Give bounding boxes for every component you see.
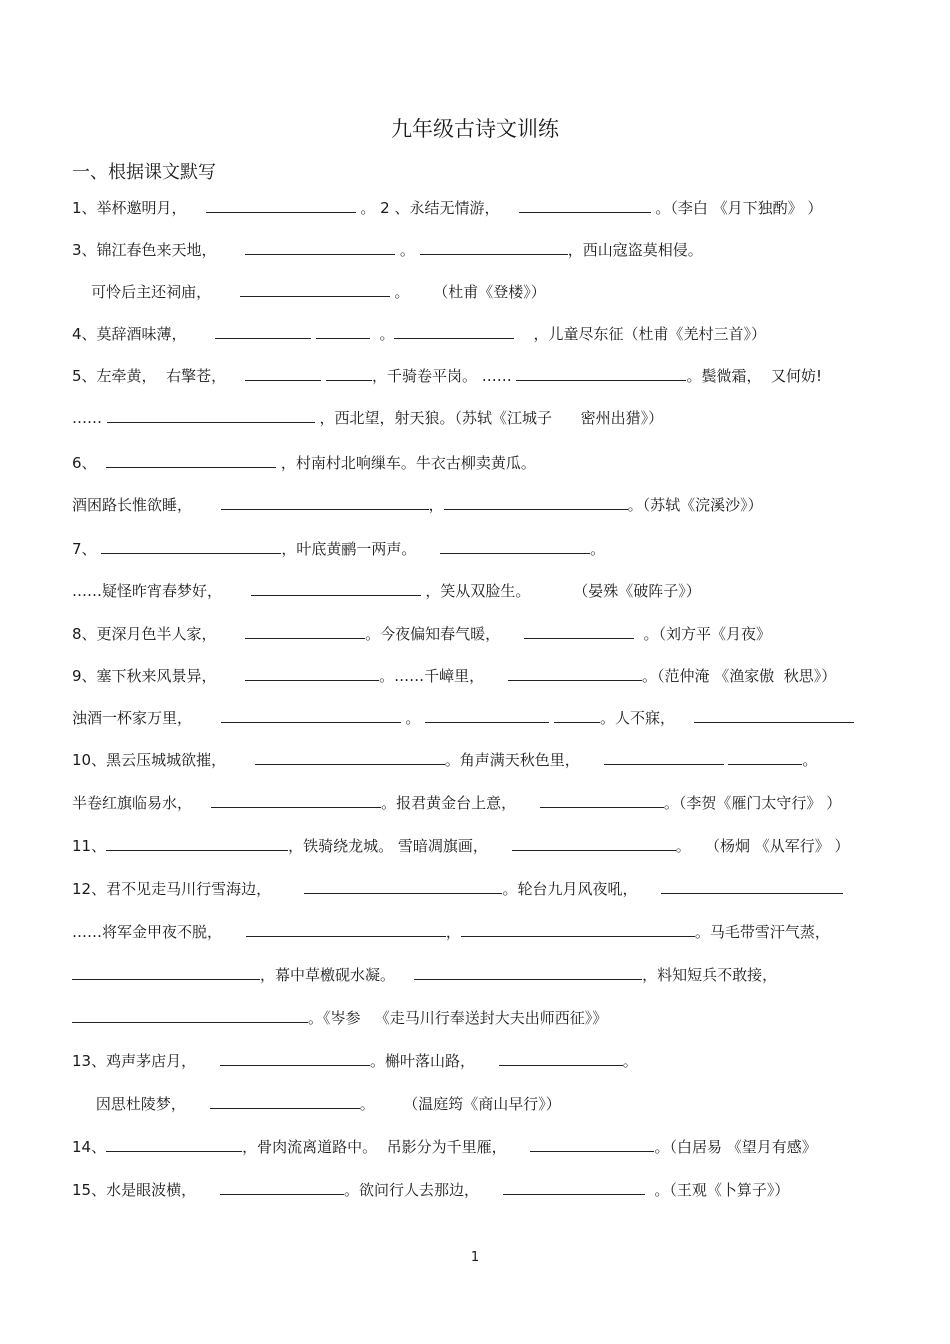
line-text: 。今夜偏知春气暖， xyxy=(365,625,524,643)
fill-in-blank[interactable] xyxy=(220,1177,344,1195)
line-text: 。人不寐， xyxy=(599,709,695,727)
exercise-line xyxy=(72,577,890,605)
fill-in-blank[interactable] xyxy=(530,1134,654,1152)
exercise-line xyxy=(72,789,890,817)
fill-in-blank[interactable] xyxy=(72,962,260,980)
exercise-line xyxy=(72,1176,890,1204)
fill-in-blank[interactable] xyxy=(240,279,390,297)
line-text: 。 （温庭筠《商山早行》） xyxy=(359,1095,561,1113)
line-text: 。（李贺《雁门太守行》 ） xyxy=(663,794,842,812)
line-text: 。 （杨炯 《从军行》 ） xyxy=(675,837,850,855)
fill-in-blank[interactable] xyxy=(245,363,321,381)
line-text: ，村南村北响缫车。牛衣古柳卖黄瓜。 xyxy=(276,454,536,472)
line-text: 4、莫辞酒味薄， xyxy=(72,325,216,343)
line-text: 浊酒一杯家万里， xyxy=(72,709,221,727)
line-text: ，笑从双脸生。 （晏殊《破阵子》） xyxy=(420,582,701,600)
line-text: 。鬓微霜， 又何妨! xyxy=(686,367,823,385)
exercise-line xyxy=(72,194,890,222)
line-text: 。 xyxy=(802,751,818,769)
fill-in-blank[interactable] xyxy=(221,705,401,723)
line-text: 。 xyxy=(400,709,426,727)
exercise-line xyxy=(72,620,890,648)
fill-in-blank[interactable] xyxy=(245,237,395,255)
fill-in-blank[interactable] xyxy=(251,578,421,596)
fill-in-blank[interactable] xyxy=(394,321,514,339)
line-text: ……将军金甲夜不脱， xyxy=(72,923,246,941)
exercise-line xyxy=(72,404,890,432)
line-text: ，西山寇盗莫相侵。 xyxy=(567,241,703,259)
line-text: 12、君不见走马川行雪海边， xyxy=(72,880,305,898)
fill-in-blank[interactable] xyxy=(440,536,590,554)
fill-in-blank[interactable] xyxy=(107,405,315,423)
fill-in-blank[interactable] xyxy=(512,833,676,851)
line-text: 半卷红旗临易水， xyxy=(72,794,212,812)
fill-in-blank[interactable] xyxy=(540,790,664,808)
exercise-line xyxy=(72,535,890,563)
line-text: ，铁骑绕龙城。 雪暗凋旗画， xyxy=(288,837,512,855)
line-text: 7、 xyxy=(72,540,102,558)
exercise-line xyxy=(72,875,890,903)
line-text: 。槲叶落山路， xyxy=(369,1052,499,1070)
exercise-line xyxy=(72,491,890,519)
line-text: 8、更深月色半人家， xyxy=(72,625,246,643)
line-text: ，料知短兵不敢接， xyxy=(642,966,778,984)
exercise-line xyxy=(72,278,890,306)
exercise-line xyxy=(72,1004,890,1032)
line-text: ， xyxy=(428,496,444,514)
exercise-line xyxy=(72,746,890,774)
fill-in-blank[interactable] xyxy=(661,876,843,894)
line-text: 。（王观《卜算子》） xyxy=(644,1181,790,1199)
fill-in-blank[interactable] xyxy=(255,747,445,765)
exercise-line xyxy=(72,449,890,477)
line-text: ，叶底黄鹂一两声。 xyxy=(281,540,441,558)
line-text: 6、 xyxy=(72,454,107,472)
exercise-line xyxy=(72,236,890,264)
exercise-line xyxy=(72,362,890,390)
line-text: …… xyxy=(72,409,107,427)
fill-in-blank[interactable] xyxy=(211,790,381,808)
fill-in-blank[interactable] xyxy=(508,663,642,681)
fill-in-blank[interactable] xyxy=(425,705,549,723)
section-heading: 一、根据课文默写 xyxy=(72,162,216,183)
line-text: 可怜后主还祠庙， xyxy=(72,283,240,301)
line-text: ，骨肉流离道路中。 吊影分为千里雁， xyxy=(242,1138,531,1156)
line-text: 。（刘方平《月夜》 xyxy=(634,625,772,643)
line-text: 。《岑参 《走马川行奉送封大夫出师西征》》 xyxy=(308,1009,608,1027)
fill-in-blank[interactable] xyxy=(414,962,642,980)
fill-in-blank[interactable] xyxy=(503,1177,645,1195)
exercise-line xyxy=(72,1133,890,1161)
fill-in-blank[interactable] xyxy=(519,195,651,213)
line-text: ，千骑卷平岗。 …… xyxy=(371,367,517,385)
line-text: 15、水是眼波横， xyxy=(72,1181,220,1199)
line-text: 。 xyxy=(395,241,420,259)
fill-in-blank[interactable] xyxy=(554,705,600,723)
fill-in-blank[interactable] xyxy=(316,321,370,339)
exercise-line xyxy=(72,704,890,732)
fill-in-blank[interactable] xyxy=(106,833,288,851)
line-text: 。 xyxy=(590,540,606,558)
fill-in-blank[interactable] xyxy=(420,237,568,255)
line-text: 。欲问行人去那边， xyxy=(343,1181,503,1199)
line-text: 。（李白 《月下独酌》 ） xyxy=(650,199,823,217)
line-text: 3、锦江春色来天地， xyxy=(72,241,246,259)
exercise-line xyxy=(72,662,890,690)
fill-in-blank[interactable] xyxy=(106,450,276,468)
fill-in-blank[interactable] xyxy=(604,747,724,765)
fill-in-blank[interactable] xyxy=(245,621,365,639)
fill-in-blank[interactable] xyxy=(72,1005,308,1023)
exercise-line xyxy=(72,918,890,946)
fill-in-blank[interactable] xyxy=(245,663,379,681)
line-text: 。 2 、永结无情游， xyxy=(355,199,519,217)
fill-in-blank[interactable] xyxy=(210,1091,360,1109)
fill-in-blank[interactable] xyxy=(444,492,628,510)
line-text: 13、鸡声茅店月， xyxy=(72,1052,220,1070)
line-text: 。（白居易 《望月有感》 xyxy=(654,1138,817,1156)
fill-in-blank[interactable] xyxy=(221,492,429,510)
line-text: 。报君黄金台上意， xyxy=(381,794,540,812)
fill-in-blank[interactable] xyxy=(516,363,686,381)
fill-in-blank[interactable] xyxy=(524,621,634,639)
fill-in-blank[interactable] xyxy=(101,536,281,554)
fill-in-blank[interactable] xyxy=(106,1134,242,1152)
exercise-line xyxy=(72,1090,890,1118)
line-text: 酒困路长惟欲睡， xyxy=(72,496,221,514)
fill-in-blank[interactable] xyxy=(206,195,356,213)
exercise-line xyxy=(72,1047,890,1075)
line-text: 因思杜陵梦， xyxy=(72,1095,210,1113)
fill-in-blank[interactable] xyxy=(499,1048,623,1066)
line-text: 1、举杯邀明月， xyxy=(72,199,206,217)
exercise-line xyxy=(72,320,890,348)
line-text: ……疑怪昨宵春梦好， xyxy=(72,582,251,600)
line-text: 。 xyxy=(369,325,395,343)
line-text: 。 xyxy=(622,1052,638,1070)
fill-in-blank[interactable] xyxy=(215,321,311,339)
fill-in-blank[interactable] xyxy=(728,747,802,765)
line-text: 5、左牵黄， 右擎苍， xyxy=(72,367,246,385)
line-text: 14、 xyxy=(72,1138,107,1156)
line-text: ，西北望，射天狼。（苏轼《江城子 密州出猎》） xyxy=(314,409,664,427)
line-text: 10、黑云压城城欲摧， xyxy=(72,751,255,769)
line-text: 。轮台九月风夜吼， xyxy=(502,880,662,898)
line-text: ，幕中草檄砚水凝。 xyxy=(260,966,415,984)
fill-in-blank[interactable] xyxy=(246,919,446,937)
line-text: 。（范仲淹 《渔家傲 秋思》） xyxy=(642,667,837,685)
line-text: ， xyxy=(445,923,461,941)
line-text: 。……千嶂里， xyxy=(379,667,508,685)
page-number: 1 xyxy=(470,1250,480,1265)
fill-in-blank[interactable] xyxy=(326,363,372,381)
line-text: 。（苏轼《浣溪沙》） xyxy=(627,496,763,514)
line-text: ，儿童尽东征（杜甫《羌村三首》） xyxy=(514,325,767,343)
line-text: 11、 xyxy=(72,837,107,855)
exercise-line xyxy=(72,832,890,860)
fill-in-blank[interactable] xyxy=(461,919,695,937)
line-text: 9、塞下秋来风景异， xyxy=(72,667,246,685)
document-title: 九年级古诗文训练 xyxy=(391,117,559,141)
line-text: 。 （杜甫《登楼》） xyxy=(389,283,546,301)
fill-in-blank[interactable] xyxy=(220,1048,370,1066)
fill-in-blank[interactable] xyxy=(304,876,502,894)
fill-in-blank[interactable] xyxy=(694,705,854,723)
line-text: 。马毛带雪汗气蒸， xyxy=(694,923,830,941)
line-text: 。角声满天秋色里， xyxy=(444,751,604,769)
exercise-line xyxy=(72,961,890,989)
